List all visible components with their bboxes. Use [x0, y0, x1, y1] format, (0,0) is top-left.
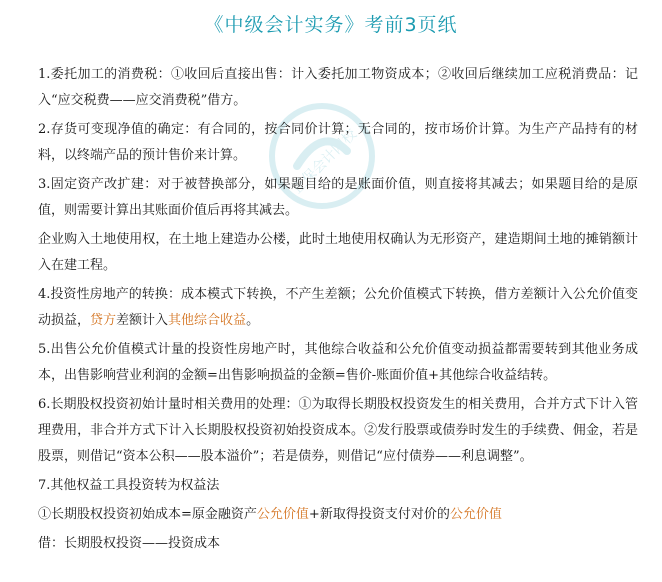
note-item-4-text-a: 4.投资性房地产的转换：成本模式下转换，不产生差额；公允价值模式下转换，借方差额计入公允价值变动损益， — [38, 287, 638, 328]
page-title: 《中级会计实务》考前3页纸 — [204, 14, 458, 36]
note-item-7: 7.其他权益工具投资转为权益法 — [38, 478, 220, 493]
note-item-7-formula — [38, 502, 638, 528]
formula-highlight-fair-value-1: 公允价值 — [256, 507, 309, 522]
note-item-4-text-c: 。 — [246, 313, 260, 328]
watermark-text: 正保会计网校 — [289, 126, 361, 198]
note-item-4-text-b: 差额计入 — [116, 313, 169, 328]
note-item-2: 2.存货可变现净值的确定：有合同的，按合同价计算；无合同的，按市场价计算。为生产产品持有的材料，以终端产品的预计售价来计算。 — [38, 122, 638, 163]
note-item-5: 5.出售公允价值模式计量的投资性房地产时，其他综合收益和公允价值变动损益都需要转到其他业务成本，出售影响营业利润的金额=出售影响损益的金额=售价-账面价值+其他综合收益结转。 — [38, 342, 638, 383]
note-item-3: 3.固定资产改扩建：对于被替换部分，如果题目给的是账面价值，则直接将其减去；如果题目给的是原值，则需要计算出其账面价值后再将其减去。 — [38, 177, 638, 218]
formula-highlight-fair-value-2: 公允价值 — [449, 507, 502, 522]
formula-text-b: +新取得投资支付对价的 — [308, 507, 450, 522]
notes-content — [38, 62, 638, 560]
note-item-7-entry: 借：长期股权投资——投资成本 — [38, 536, 221, 551]
note-item-4-highlight-credit: 贷方 — [90, 313, 117, 328]
note-item-3-supplement: 企业购入土地使用权，在土地上建造办公楼，此时土地使用权确认为无形资产，建造期间土地的摊销额计入在建工程。 — [38, 232, 638, 273]
note-item-4 — [38, 282, 638, 334]
note-item-6: 6.长期股权投资初始计量时相关费用的处理：①为取得长期股权投资发生的相关费用，合并方式下计入管理费用，非合并方式下计入长期股权投资初始投资成本。②发行股票或债券时发生的手续费、佣金，若是股票，则借记“资本公积——股本溢价”；若是债券，则借记“应付债券——利息调整”。 — [38, 397, 638, 464]
note-item-1: 1.委托加工的消费税：①收回后直接出售：计入委托加工物资成本；②收回后继续加工应税消费品：记入“应交税费——应交消费税”借方。 — [38, 67, 638, 108]
note-item-4-highlight-oci: 其他综合收益 — [168, 313, 247, 328]
formula-text-a: ①长期股权投资初始成本=原金融资产 — [38, 507, 257, 522]
